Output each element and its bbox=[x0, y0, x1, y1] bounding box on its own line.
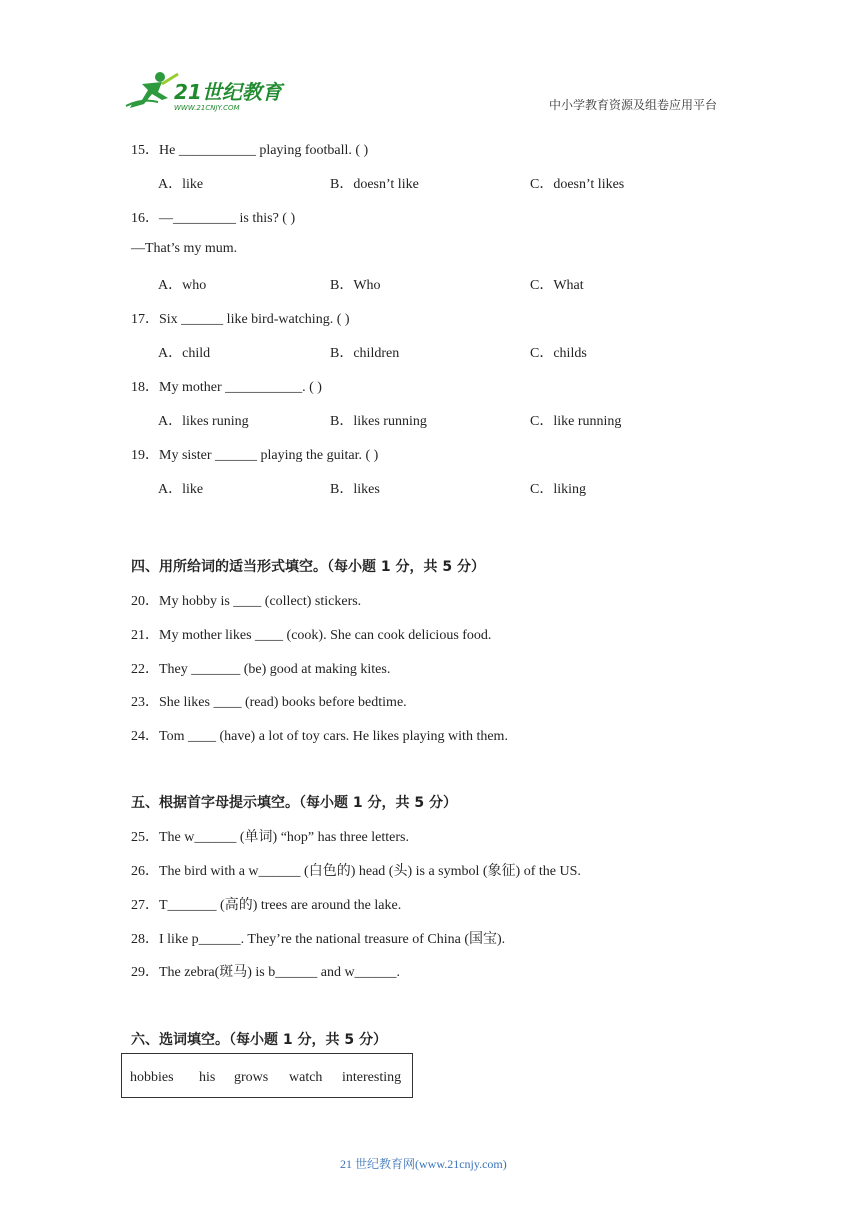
q17-option-c: C．childs bbox=[530, 346, 587, 361]
section-5-title: 五、根据首字母提示填空。（每小题 1 分，共 5 分） bbox=[131, 795, 457, 811]
footer-site-link[interactable]: 21 世纪教育网(www.21cnjy.com) bbox=[340, 1157, 507, 1171]
q15-option-c: C．doesn’t likes bbox=[530, 177, 625, 192]
question-16: 16．—_________ is this? ( ) bbox=[131, 211, 296, 226]
runner-logo-icon bbox=[122, 70, 292, 114]
header-platform-text: 中小学教育资源及组卷应用平台 bbox=[549, 98, 718, 112]
q15-option-a: A．like bbox=[158, 177, 204, 192]
q17-option-a: A．child bbox=[158, 346, 211, 361]
question-29: 29．The zebra(斑马) is b______ and w______. bbox=[131, 965, 401, 980]
q19-option-b: B．likes bbox=[330, 482, 380, 497]
question-16-response: —That’s my mum. bbox=[131, 241, 238, 256]
word-bank-item: grows bbox=[234, 1070, 269, 1085]
q18-option-c: C．like running bbox=[530, 414, 622, 429]
question-19: 19．My sister ______ playing the guitar. ( ) bbox=[131, 448, 379, 463]
question-21: 21．My mother likes ____ (cook). She can cook delicious food. bbox=[131, 628, 492, 643]
q16-option-b: B．Who bbox=[330, 278, 381, 293]
logo-text: 21世纪教育 bbox=[174, 80, 282, 104]
section-6-title: 六、选词填空。（每小题 1 分，共 5 分） bbox=[131, 1032, 387, 1048]
word-bank-item: hobbies bbox=[130, 1070, 174, 1085]
q17-option-b: B．children bbox=[330, 346, 400, 361]
word-bank-box bbox=[121, 1053, 413, 1098]
q16-option-a: A．who bbox=[158, 278, 207, 293]
q19-option-a: A．like bbox=[158, 482, 204, 497]
site-logo bbox=[122, 70, 292, 114]
q19-option-c: C．liking bbox=[530, 482, 587, 497]
question-26: 26．The bird with a w______ (白色的) head (头) is a symbol (象征) of the US. bbox=[131, 864, 581, 879]
q18-option-a: A．likes runing bbox=[158, 414, 249, 429]
question-18: 18．My mother ___________. ( ) bbox=[131, 380, 322, 395]
question-25: 25．The w______ (单词) “hop” has three letters. bbox=[131, 830, 409, 845]
question-24: 24．Tom ____ (have) a lot of toy cars. He likes playing with them. bbox=[131, 729, 508, 744]
logo-url: WWW.21CNJY.COM bbox=[174, 104, 240, 112]
question-23: 23．She likes ____ (read) books before bedtime. bbox=[131, 695, 407, 710]
question-15: 15．He ___________ playing football. ( ) bbox=[131, 143, 369, 158]
question-17: 17．Six ______ like bird-watching. ( ) bbox=[131, 312, 350, 327]
q15-option-b: B．doesn’t like bbox=[330, 177, 419, 192]
q16-option-c: C．What bbox=[530, 278, 584, 293]
word-bank-item: watch bbox=[289, 1070, 323, 1085]
word-bank-item: his bbox=[199, 1070, 216, 1085]
question-20: 20．My hobby is ____ (collect) stickers. bbox=[131, 594, 362, 609]
question-27: 27．T_______ (高的) trees are around the lake. bbox=[131, 898, 402, 913]
section-4-title: 四、用所给词的适当形式填空。（每小题 1 分，共 5 分） bbox=[131, 559, 485, 575]
question-22: 22．They _______ (be) good at making kites. bbox=[131, 662, 391, 677]
q18-option-b: B．likes running bbox=[330, 414, 427, 429]
question-28: 28．I like p______. They’re the national treasure of China (国宝). bbox=[131, 932, 506, 947]
word-bank-item: interesting bbox=[342, 1070, 402, 1085]
